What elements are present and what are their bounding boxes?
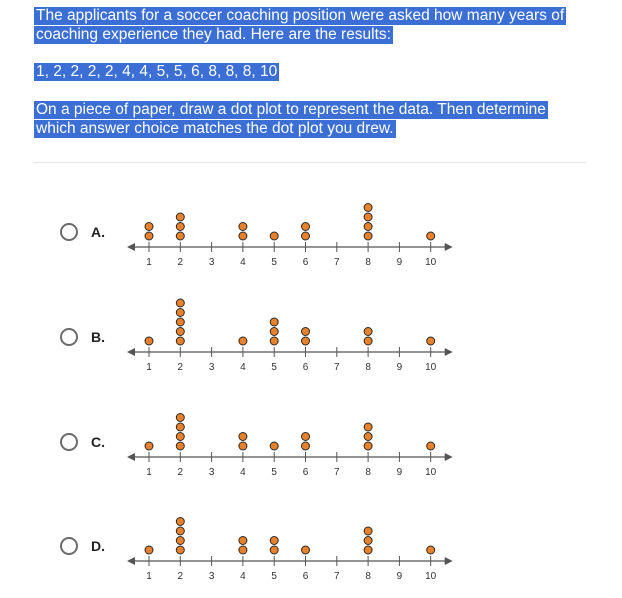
tick-label: 6	[302, 571, 309, 582]
data-dot	[176, 328, 184, 336]
data-dot	[302, 433, 310, 441]
data-dot	[364, 527, 372, 535]
tick-label: 8	[365, 257, 371, 268]
data-dot	[239, 433, 247, 441]
tick-label: 4	[240, 257, 246, 268]
data-dot	[145, 337, 153, 345]
choice-letter: B.	[91, 329, 105, 345]
data-dot	[427, 337, 435, 345]
data-dot	[302, 232, 310, 240]
data-dot	[364, 337, 372, 345]
axis-arrow-left	[127, 557, 135, 565]
data-dot	[302, 442, 310, 450]
tick-label: 8	[365, 571, 371, 582]
tick-label: 1	[146, 257, 152, 268]
question-line-5: which answer choice matches the dot plot you drew.	[36, 120, 394, 137]
data-dot	[364, 213, 372, 221]
tick-label: 1	[146, 362, 152, 373]
choice-b[interactable]	[0, 285, 622, 389]
data-dot	[364, 204, 372, 212]
data-dot	[176, 223, 184, 231]
choice-letter: D.	[91, 538, 105, 554]
data-dot	[270, 318, 278, 326]
tick-label: 10	[425, 571, 437, 582]
data-dot	[145, 442, 153, 450]
tick-label: 3	[208, 571, 215, 582]
data-dot	[239, 537, 247, 545]
tick-label: 7	[334, 362, 340, 373]
tick-label: 4	[240, 467, 246, 478]
data-dot	[176, 442, 184, 450]
tick-label: 6	[302, 467, 309, 478]
choice-d[interactable]	[0, 494, 622, 598]
tick-label: 9	[396, 571, 403, 582]
tick-label: 3	[208, 362, 215, 373]
tick-label: 10	[425, 467, 437, 478]
data-dot	[239, 223, 247, 231]
data-dot	[270, 232, 278, 240]
choice-a[interactable]	[0, 180, 622, 284]
tick-label: 10	[425, 257, 437, 268]
tick-label: 3	[208, 467, 215, 478]
axis-arrow-right	[445, 243, 453, 251]
data-dot	[427, 442, 435, 450]
tick-label: 10	[425, 362, 437, 373]
data-dot	[364, 423, 372, 431]
dot-plot	[0, 494, 622, 598]
data-dot	[176, 309, 184, 317]
data-dot	[364, 328, 372, 336]
dot-plot	[0, 285, 622, 389]
question-line-4: On a piece of paper, draw a dot plot to represent the data. Then determine	[36, 101, 546, 118]
data-dot	[239, 337, 247, 345]
tick-label: 8	[365, 467, 371, 478]
tick-label: 1	[146, 571, 152, 582]
data-dot	[302, 328, 310, 336]
tick-label: 4	[240, 362, 246, 373]
data-dot	[364, 433, 372, 441]
data-dot	[427, 546, 435, 554]
tick-label: 2	[177, 257, 184, 268]
data-dot	[176, 318, 184, 326]
axis-arrow-left	[127, 243, 135, 251]
tick-label: 6	[302, 257, 309, 268]
data-dot	[270, 337, 278, 345]
data-dot	[145, 223, 153, 231]
tick-label: 5	[271, 257, 277, 268]
data-dot	[364, 223, 372, 231]
data-dot	[176, 527, 184, 535]
data-dot	[145, 546, 153, 554]
tick-label: 9	[396, 467, 403, 478]
tick-label: 2	[177, 362, 184, 373]
data-dot	[302, 337, 310, 345]
data-dot	[270, 546, 278, 554]
data-dot	[302, 546, 310, 554]
data-dot	[427, 232, 435, 240]
axis-arrow-left	[127, 453, 135, 461]
tick-label: 3	[208, 257, 215, 268]
question-line-2: coaching experience they had. Here are the results:	[36, 26, 391, 43]
choice-letter: C.	[91, 434, 105, 450]
data-dot	[145, 232, 153, 240]
tick-label: 7	[334, 571, 340, 582]
data-dot	[176, 213, 184, 221]
data-dot	[364, 537, 372, 545]
tick-label: 2	[177, 571, 184, 582]
data-dot	[364, 546, 372, 554]
tick-label: 7	[334, 257, 340, 268]
tick-label: 2	[177, 467, 184, 478]
data-dot	[364, 232, 372, 240]
choice-letter: A.	[91, 224, 105, 240]
data-dot	[302, 223, 310, 231]
data-dot	[270, 328, 278, 336]
data-dot	[176, 546, 184, 554]
data-dot	[270, 537, 278, 545]
data-dot	[176, 232, 184, 240]
data-dot	[176, 337, 184, 345]
tick-label: 9	[396, 362, 403, 373]
axis-arrow-right	[445, 557, 453, 565]
data-dot	[176, 423, 184, 431]
axis-arrow-right	[445, 453, 453, 461]
data-dot	[176, 414, 184, 422]
choice-c[interactable]	[0, 390, 622, 494]
divider	[34, 162, 586, 163]
question-line-1: The applicants for a soccer coaching position were asked how many years of	[36, 7, 565, 24]
data-dot	[270, 442, 278, 450]
axis-arrow-left	[127, 348, 135, 356]
data-dot	[364, 442, 372, 450]
data-dot	[239, 442, 247, 450]
data-dot	[176, 299, 184, 307]
tick-label: 5	[271, 362, 277, 373]
data-dot	[176, 433, 184, 441]
data-dot	[176, 537, 184, 545]
tick-label: 5	[271, 467, 277, 478]
tick-label: 9	[396, 257, 403, 268]
data-dot	[239, 546, 247, 554]
tick-label: 1	[146, 467, 152, 478]
tick-label: 7	[334, 467, 340, 478]
axis-arrow-right	[445, 348, 453, 356]
tick-label: 8	[365, 362, 371, 373]
data-dot	[176, 518, 184, 526]
data-values: 1, 2, 2, 2, 2, 4, 4, 5, 5, 6, 8, 8, 8, 10	[36, 63, 278, 80]
data-dot	[239, 232, 247, 240]
tick-label: 4	[240, 571, 246, 582]
tick-label: 5	[271, 571, 277, 582]
dot-plot	[0, 390, 622, 494]
tick-label: 6	[302, 362, 309, 373]
dot-plot	[0, 180, 622, 284]
